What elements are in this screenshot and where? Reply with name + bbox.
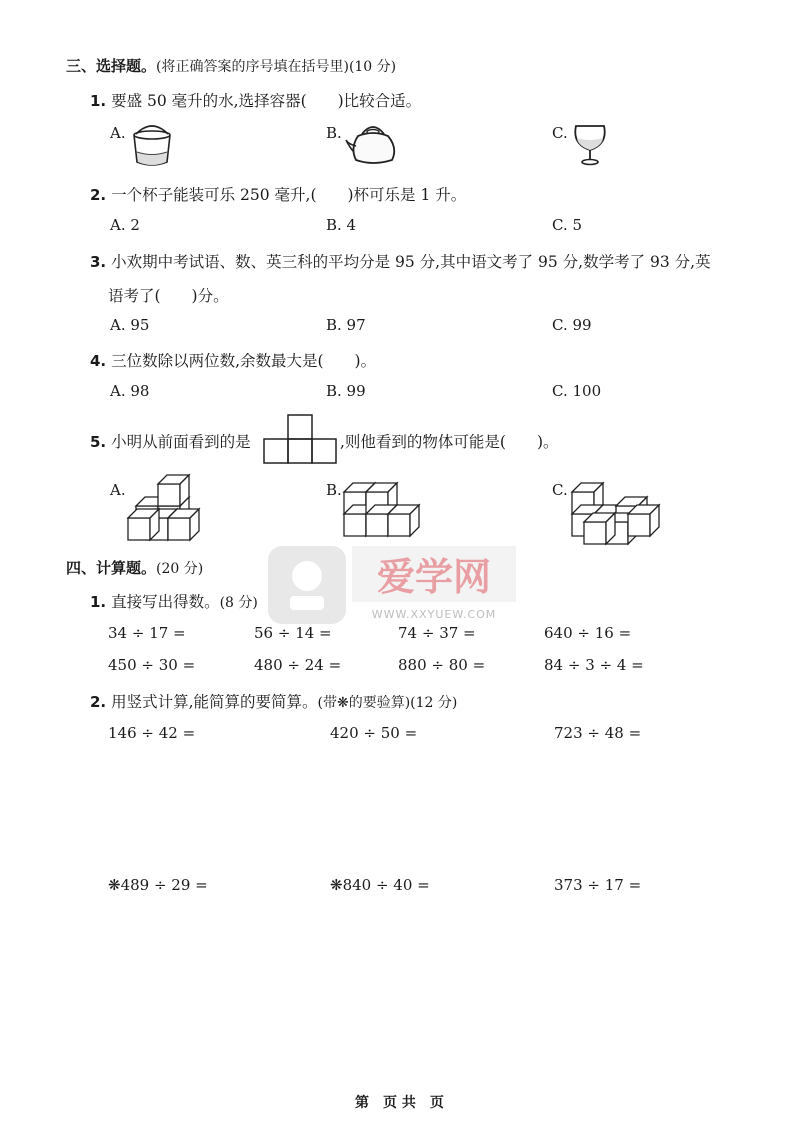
cube-stack-b-icon <box>342 478 428 544</box>
question-text: 小明从前面看到的是 <box>111 433 251 451</box>
section-3-heading <box>66 55 396 76</box>
cube-stack-a-icon <box>126 478 212 544</box>
calc-item: 373 ÷ 17 = <box>554 876 642 894</box>
calc-item: 420 ÷ 50 = <box>330 724 418 742</box>
calc-item: 480 ÷ 24 = <box>254 656 342 674</box>
front-view-icon <box>262 413 338 467</box>
section-3-note: (将正确答案的序号填在括号里)(10 分) <box>156 59 397 75</box>
calc-item: 34 ÷ 17 = <box>108 624 186 642</box>
option-b: B. 97 <box>326 316 366 334</box>
calc-item: ❋840 ÷ 40 = <box>330 876 430 894</box>
option-c: C. 99 <box>552 316 592 334</box>
option-b: B. 99 <box>326 382 366 400</box>
calc-item: 880 ÷ 80 = <box>398 656 486 674</box>
section-3-title: 三、选择题。 <box>66 57 157 75</box>
question-5 <box>90 430 251 452</box>
cube <box>628 505 659 536</box>
question-3 <box>90 250 711 272</box>
question-text: 一个杯子能装可乐 250 毫升,( )杯可乐是 1 升。 <box>111 186 467 204</box>
cube-stack-c-icon <box>568 478 658 544</box>
section-4-heading <box>66 557 203 578</box>
question-number: 4. <box>90 352 107 370</box>
kettle-icon <box>344 122 402 166</box>
question-number: 1. <box>90 593 107 611</box>
cube <box>584 513 615 544</box>
watermark-text: 爱学网 <box>376 555 492 599</box>
option-b: B. <box>326 124 342 142</box>
option-c: C. 5 <box>552 216 583 234</box>
calc-item: 450 ÷ 30 = <box>108 656 196 674</box>
calc-item: ❋489 ÷ 29 = <box>108 876 208 894</box>
option-b: B. 4 <box>326 216 357 234</box>
calc-item: 84 ÷ 3 ÷ 4 = <box>544 656 644 674</box>
option-a: A. <box>110 481 126 499</box>
watermark-url: WWW.XXYUEW.COM <box>371 608 497 621</box>
question-text: 直接写出得数。 <box>111 593 220 611</box>
question-text: 三位数除以两位数,余数最大是( )。 <box>111 352 377 370</box>
calc-item: 56 ÷ 14 = <box>254 624 332 642</box>
option-c: C. <box>552 124 568 142</box>
question-text: 用竖式计算,能简算的要简算。 <box>111 693 318 711</box>
section-4-note: (20 分) <box>156 561 204 577</box>
watermark-logo <box>268 546 518 624</box>
cube <box>388 505 419 536</box>
option-a: A. 95 <box>110 316 150 334</box>
question-number: 5. <box>90 433 107 451</box>
calc-item: 74 ÷ 37 = <box>398 624 476 642</box>
option-c: C. 100 <box>552 382 602 400</box>
section-4-title: 四、计算题。 <box>66 559 157 577</box>
calc-item: 146 ÷ 42 = <box>108 724 196 742</box>
question-number: 3. <box>90 253 107 271</box>
question-4 <box>90 349 376 371</box>
bucket-icon <box>128 122 176 170</box>
option-b: B. <box>326 481 342 499</box>
option-a: A. 98 <box>110 382 150 400</box>
question-number: 2. <box>90 693 107 711</box>
calc-1-heading <box>90 590 258 612</box>
page-footer: 第 页 共 页 <box>355 1095 444 1111</box>
question-note: (8 分) <box>219 595 258 611</box>
question-5-suffix: ,则他看到的物体可能是( )。 <box>340 433 559 451</box>
wine-glass-icon <box>570 122 610 168</box>
question-text: 小欢期中考试语、数、英三科的平均分是 95 分,其中语文考了 95 分,数学考了 93 分,英 <box>111 253 711 271</box>
question-text: 要盛 50 毫升的水,选择容器( )比较合适。 <box>111 92 422 110</box>
option-a: A. <box>110 124 126 142</box>
question-2 <box>90 183 466 205</box>
question-number: 2. <box>90 186 107 204</box>
cube <box>158 475 189 506</box>
option-a: A. 2 <box>110 216 140 234</box>
cube <box>128 509 159 540</box>
calc-2-heading <box>90 690 457 712</box>
calc-item: 640 ÷ 16 = <box>544 624 632 642</box>
question-number: 1. <box>90 92 107 110</box>
calc-item: 723 ÷ 48 = <box>554 724 642 742</box>
option-c: C. <box>552 481 568 499</box>
cube <box>168 509 199 540</box>
question-note: (带❋的要验算)(12 分) <box>317 695 458 711</box>
question-1 <box>90 89 421 111</box>
question-3-continued: 语考了( )分。 <box>108 287 229 305</box>
